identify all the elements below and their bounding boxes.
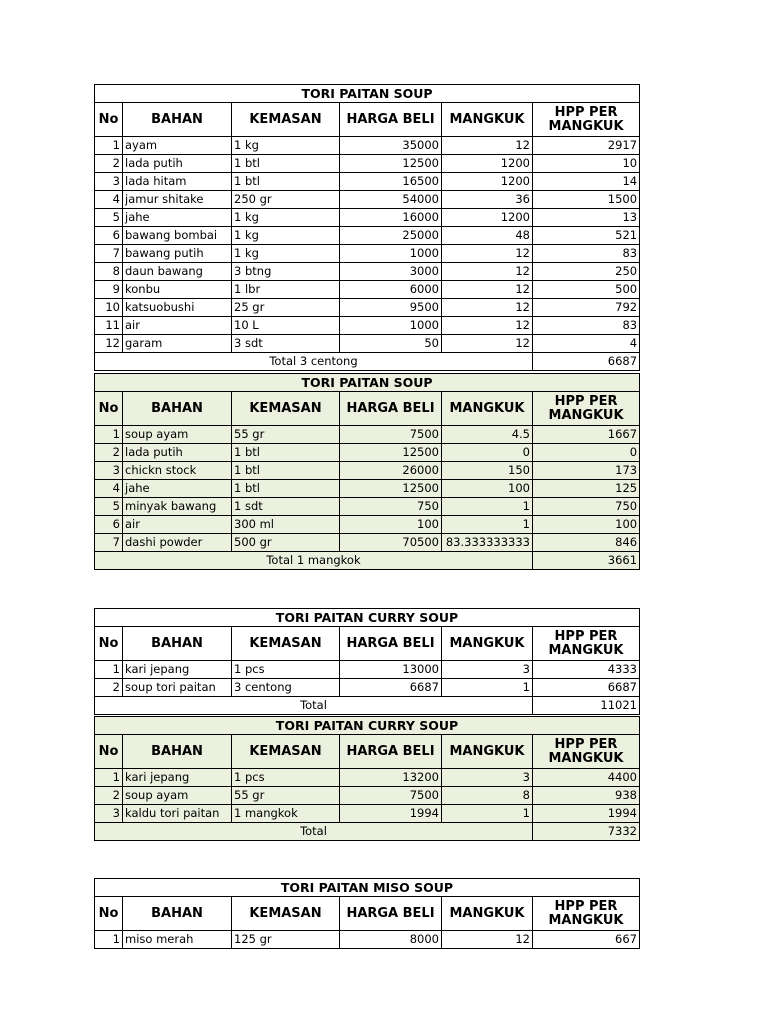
cost-table [94, 373, 640, 570]
cell-hpp[interactable]: 1667 [533, 426, 640, 444]
cell-no[interactable]: 2 [95, 679, 123, 697]
table-row [95, 263, 640, 281]
cell-mangkuk[interactable]: 1 [442, 805, 533, 823]
cell-harga-beli[interactable]: 25000 [340, 227, 442, 245]
cell-mangkuk[interactable]: 0 [442, 444, 533, 462]
cell-hpp[interactable]: 500 [533, 281, 640, 299]
table-row [95, 534, 640, 552]
cell-no[interactable]: 7 [95, 245, 123, 263]
cell-mangkuk[interactable]: 12 [442, 317, 533, 335]
cell-mangkuk[interactable]: 1200 [442, 173, 533, 191]
cell-no[interactable]: 1 [95, 426, 123, 444]
table-title: TORI PAITAN CURRY SOUP [95, 717, 640, 735]
cell-bahan[interactable]: ayam [123, 137, 232, 155]
total-label[interactable]: Total [95, 823, 533, 841]
cell-no[interactable]: 2 [95, 155, 123, 173]
cell-mangkuk[interactable]: 83.333333333 [442, 534, 533, 552]
cell-harga-beli[interactable]: 7500 [340, 787, 442, 805]
cell-bahan[interactable]: soup ayam [123, 787, 232, 805]
header-mangkuk: MANGKUK [442, 103, 533, 137]
cell-harga-beli[interactable]: 12500 [340, 155, 442, 173]
table-header-row [95, 392, 640, 426]
cell-bahan[interactable]: bawang putih [123, 245, 232, 263]
cell-hpp[interactable]: 125 [533, 480, 640, 498]
cell-harga-beli[interactable]: 9500 [340, 299, 442, 317]
table-header-row [95, 103, 640, 137]
total-label[interactable]: Total [95, 697, 533, 715]
cell-kemasan[interactable]: 55 gr [232, 787, 340, 805]
cell-mangkuk[interactable]: 8 [442, 787, 533, 805]
header-bahan: BAHAN [123, 627, 232, 661]
cell-mangkuk[interactable]: 12 [442, 335, 533, 353]
cell-hpp[interactable]: 938 [533, 787, 640, 805]
cell-hpp[interactable]: 83 [533, 317, 640, 335]
cell-no[interactable]: 2 [95, 787, 123, 805]
cell-bahan[interactable]: jamur shitake [123, 191, 232, 209]
cell-kemasan[interactable]: 1 btl [232, 173, 340, 191]
cell-hpp[interactable]: 6687 [533, 679, 640, 697]
cell-bahan[interactable]: jahe [123, 209, 232, 227]
table-row [95, 281, 640, 299]
cell-kemasan[interactable]: 3 centong [232, 679, 340, 697]
header-kemasan: KEMASAN [232, 103, 340, 137]
cell-kemasan[interactable]: 3 sdt [232, 335, 340, 353]
table-row [95, 155, 640, 173]
table-row [95, 679, 640, 697]
cell-no[interactable]: 2 [95, 444, 123, 462]
cell-no[interactable]: 7 [95, 534, 123, 552]
cell-bahan[interactable]: soup tori paitan [123, 679, 232, 697]
cell-no[interactable]: 4 [95, 191, 123, 209]
cell-kemasan[interactable]: 1 kg [232, 137, 340, 155]
cell-no[interactable]: 1 [95, 769, 123, 787]
cell-harga-beli[interactable]: 12500 [340, 480, 442, 498]
cell-kemasan[interactable]: 1 kg [232, 245, 340, 263]
cell-harga-beli[interactable]: 16000 [340, 209, 442, 227]
cell-harga-beli[interactable]: 13000 [340, 661, 442, 679]
cell-mangkuk[interactable]: 12 [442, 299, 533, 317]
cell-hpp[interactable]: 521 [533, 227, 640, 245]
table-title-row [95, 374, 640, 392]
cell-bahan[interactable]: lada hitam [123, 173, 232, 191]
table-row [95, 805, 640, 823]
table-title: TORI PAITAN SOUP [95, 374, 640, 392]
cell-no[interactable]: 11 [95, 317, 123, 335]
header-kemasan: KEMASAN [232, 897, 340, 931]
cell-kemasan[interactable]: 1 lbr [232, 281, 340, 299]
header-mangkuk: MANGKUK [442, 392, 533, 426]
total-value[interactable]: 11021 [533, 697, 640, 715]
cell-bahan[interactable]: kaldu tori paitan [123, 805, 232, 823]
cost-table [94, 716, 640, 841]
cell-no[interactable]: 3 [95, 462, 123, 480]
cell-mangkuk[interactable]: 1200 [442, 155, 533, 173]
table-row [95, 444, 640, 462]
header-harga-beli: HARGA BELI [340, 627, 442, 661]
cell-harga-beli[interactable]: 16500 [340, 173, 442, 191]
cell-harga-beli[interactable]: 70500 [340, 534, 442, 552]
table-header-row [95, 627, 640, 661]
table-title-row [95, 717, 640, 735]
table-row [95, 227, 640, 245]
cell-hpp[interactable]: 4333 [533, 661, 640, 679]
cell-kemasan[interactable]: 25 gr [232, 299, 340, 317]
cell-hpp[interactable]: 2917 [533, 137, 640, 155]
table-row [95, 462, 640, 480]
cell-bahan[interactable]: katsuobushi [123, 299, 232, 317]
cell-mangkuk[interactable]: 1 [442, 498, 533, 516]
cell-hpp[interactable]: 4400 [533, 769, 640, 787]
table-row [95, 931, 640, 949]
total-label[interactable]: Total 3 centong [95, 353, 533, 371]
table-row [95, 137, 640, 155]
cell-mangkuk[interactable]: 12 [442, 281, 533, 299]
table-row [95, 245, 640, 263]
cell-kemasan[interactable]: 1 sdt [232, 498, 340, 516]
cell-bahan[interactable]: minyak bawang [123, 498, 232, 516]
cell-kemasan[interactable]: 250 gr [232, 191, 340, 209]
cell-kemasan[interactable]: 1 kg [232, 227, 340, 245]
cell-no[interactable]: 4 [95, 480, 123, 498]
table-title: TORI PAITAN SOUP [95, 85, 640, 103]
cell-mangkuk[interactable]: 1200 [442, 209, 533, 227]
cell-mangkuk[interactable]: 36 [442, 191, 533, 209]
header-kemasan: KEMASAN [232, 627, 340, 661]
cell-mangkuk[interactable]: 4.5 [442, 426, 533, 444]
table-row [95, 335, 640, 353]
cell-harga-beli[interactable]: 6687 [340, 679, 442, 697]
cell-bahan[interactable]: kari jepang [123, 769, 232, 787]
header-bahan: BAHAN [123, 735, 232, 769]
cell-bahan[interactable]: miso merah [123, 931, 232, 949]
header-hpp-per-mangkuk: HPP PER MANGKUK [533, 897, 640, 931]
cell-bahan[interactable]: daun bawang [123, 263, 232, 281]
header-no: No [95, 103, 123, 137]
cell-bahan[interactable]: chickn stock [123, 462, 232, 480]
cell-hpp[interactable]: 1994 [533, 805, 640, 823]
cell-harga-beli[interactable]: 26000 [340, 462, 442, 480]
cell-kemasan[interactable]: 1 btl [232, 462, 340, 480]
header-bahan: BAHAN [123, 897, 232, 931]
cell-kemasan[interactable]: 1 pcs [232, 769, 340, 787]
cell-harga-beli[interactable]: 13200 [340, 769, 442, 787]
header-mangkuk: MANGKUK [442, 627, 533, 661]
cell-harga-beli[interactable]: 8000 [340, 931, 442, 949]
cell-hpp[interactable]: 250 [533, 263, 640, 281]
cell-hpp[interactable]: 0 [533, 444, 640, 462]
cell-mangkuk[interactable]: 1 [442, 679, 533, 697]
cell-mangkuk[interactable]: 12 [442, 263, 533, 281]
header-harga-beli: HARGA BELI [340, 735, 442, 769]
cell-harga-beli[interactable]: 1000 [340, 245, 442, 263]
cell-hpp[interactable]: 14 [533, 173, 640, 191]
cell-hpp[interactable]: 667 [533, 931, 640, 949]
cell-harga-beli[interactable]: 1994 [340, 805, 442, 823]
table-row [95, 498, 640, 516]
cell-bahan[interactable]: air [123, 516, 232, 534]
cell-mangkuk[interactable]: 1 [442, 516, 533, 534]
header-harga-beli: HARGA BELI [340, 897, 442, 931]
cell-harga-beli[interactable]: 35000 [340, 137, 442, 155]
header-hpp-per-mangkuk: HPP PER MANGKUK [533, 392, 640, 426]
header-mangkuk: MANGKUK [442, 735, 533, 769]
cell-mangkuk[interactable]: 150 [442, 462, 533, 480]
total-value[interactable]: 6687 [533, 353, 640, 371]
cell-bahan[interactable]: kari jepang [123, 661, 232, 679]
cell-harga-beli[interactable]: 100 [340, 516, 442, 534]
header-no: No [95, 392, 123, 426]
cell-mangkuk[interactable]: 100 [442, 480, 533, 498]
cell-mangkuk[interactable]: 12 [442, 245, 533, 263]
cell-hpp[interactable]: 1500 [533, 191, 640, 209]
table-title: TORI PAITAN MISO SOUP [95, 879, 640, 897]
table-title-row [95, 85, 640, 103]
cost-table [94, 84, 640, 371]
header-kemasan: KEMASAN [232, 392, 340, 426]
table-row [95, 317, 640, 335]
cell-mangkuk[interactable]: 3 [442, 769, 533, 787]
header-no: No [95, 627, 123, 661]
cost-table [94, 878, 640, 949]
cell-kemasan[interactable]: 1 btl [232, 480, 340, 498]
total-row [95, 353, 640, 371]
total-label[interactable]: Total 1 mangkok [95, 552, 533, 570]
cell-no[interactable]: 5 [95, 498, 123, 516]
table-row [95, 480, 640, 498]
table-row [95, 191, 640, 209]
table-title-row [95, 609, 640, 627]
cell-hpp[interactable]: 100 [533, 516, 640, 534]
cell-hpp[interactable]: 13 [533, 209, 640, 227]
total-value[interactable]: 3661 [533, 552, 640, 570]
header-kemasan: KEMASAN [232, 735, 340, 769]
cell-bahan[interactable]: jahe [123, 480, 232, 498]
cell-kemasan[interactable]: 500 gr [232, 534, 340, 552]
table-title-row [95, 879, 640, 897]
cell-bahan[interactable]: air [123, 317, 232, 335]
cell-kemasan[interactable]: 1 btl [232, 444, 340, 462]
cell-kemasan[interactable]: 1 mangkok [232, 805, 340, 823]
cell-kemasan[interactable]: 1 pcs [232, 661, 340, 679]
cell-hpp[interactable]: 10 [533, 155, 640, 173]
table-header-row [95, 897, 640, 931]
header-hpp-per-mangkuk: HPP PER MANGKUK [533, 627, 640, 661]
cell-no[interactable]: 6 [95, 227, 123, 245]
cell-no[interactable]: 12 [95, 335, 123, 353]
header-bahan: BAHAN [123, 103, 232, 137]
table-row [95, 299, 640, 317]
total-row [95, 823, 640, 841]
cell-mangkuk[interactable]: 12 [442, 137, 533, 155]
cell-bahan[interactable]: dashi powder [123, 534, 232, 552]
cell-bahan[interactable]: lada putih [123, 444, 232, 462]
cell-no[interactable]: 3 [95, 805, 123, 823]
cell-bahan[interactable]: soup ayam [123, 426, 232, 444]
total-value[interactable]: 7332 [533, 823, 640, 841]
total-row [95, 697, 640, 715]
table-row [95, 661, 640, 679]
cell-hpp[interactable]: 750 [533, 498, 640, 516]
cell-kemasan[interactable]: 55 gr [232, 426, 340, 444]
cell-hpp[interactable]: 792 [533, 299, 640, 317]
cell-harga-beli[interactable]: 12500 [340, 444, 442, 462]
cell-hpp[interactable]: 83 [533, 245, 640, 263]
cell-mangkuk[interactable]: 3 [442, 661, 533, 679]
cell-kemasan[interactable]: 3 btng [232, 263, 340, 281]
cell-mangkuk[interactable]: 12 [442, 931, 533, 949]
cell-no[interactable]: 1 [95, 931, 123, 949]
table-row [95, 209, 640, 227]
header-hpp-per-mangkuk: HPP PER MANGKUK [533, 103, 640, 137]
cell-no[interactable]: 1 [95, 137, 123, 155]
cell-no[interactable]: 9 [95, 281, 123, 299]
cell-hpp[interactable]: 846 [533, 534, 640, 552]
cell-bahan[interactable]: bawang bombai [123, 227, 232, 245]
cell-no[interactable]: 1 [95, 661, 123, 679]
total-row [95, 552, 640, 570]
header-mangkuk: MANGKUK [442, 897, 533, 931]
cell-kemasan[interactable]: 300 ml [232, 516, 340, 534]
header-hpp-per-mangkuk: HPP PER MANGKUK [533, 735, 640, 769]
table-row [95, 769, 640, 787]
cell-hpp[interactable]: 173 [533, 462, 640, 480]
cell-no[interactable]: 6 [95, 516, 123, 534]
cell-kemasan[interactable]: 1 btl [232, 155, 340, 173]
table-row [95, 516, 640, 534]
table-row [95, 173, 640, 191]
cell-harga-beli[interactable]: 1000 [340, 317, 442, 335]
cell-kemasan[interactable]: 125 gr [232, 931, 340, 949]
cell-bahan[interactable]: garam [123, 335, 232, 353]
cell-hpp[interactable]: 4 [533, 335, 640, 353]
cell-mangkuk[interactable]: 48 [442, 227, 533, 245]
cell-harga-beli[interactable]: 750 [340, 498, 442, 516]
cell-harga-beli[interactable]: 50 [340, 335, 442, 353]
cell-harga-beli[interactable]: 7500 [340, 426, 442, 444]
header-no: No [95, 897, 123, 931]
table-row [95, 787, 640, 805]
cell-kemasan[interactable]: 10 L [232, 317, 340, 335]
cost-table [94, 608, 640, 715]
cell-no[interactable]: 5 [95, 209, 123, 227]
cell-harga-beli[interactable]: 6000 [340, 281, 442, 299]
table-title: TORI PAITAN CURRY SOUP [95, 609, 640, 627]
header-harga-beli: HARGA BELI [340, 392, 442, 426]
cell-kemasan[interactable]: 1 kg [232, 209, 340, 227]
cell-harga-beli[interactable]: 54000 [340, 191, 442, 209]
cell-bahan[interactable]: konbu [123, 281, 232, 299]
table-row [95, 426, 640, 444]
header-bahan: BAHAN [123, 392, 232, 426]
cell-harga-beli[interactable]: 3000 [340, 263, 442, 281]
cell-no[interactable]: 3 [95, 173, 123, 191]
header-harga-beli: HARGA BELI [340, 103, 442, 137]
header-no: No [95, 735, 123, 769]
cell-no[interactable]: 10 [95, 299, 123, 317]
cell-bahan[interactable]: lada putih [123, 155, 232, 173]
table-header-row [95, 735, 640, 769]
cell-no[interactable]: 8 [95, 263, 123, 281]
